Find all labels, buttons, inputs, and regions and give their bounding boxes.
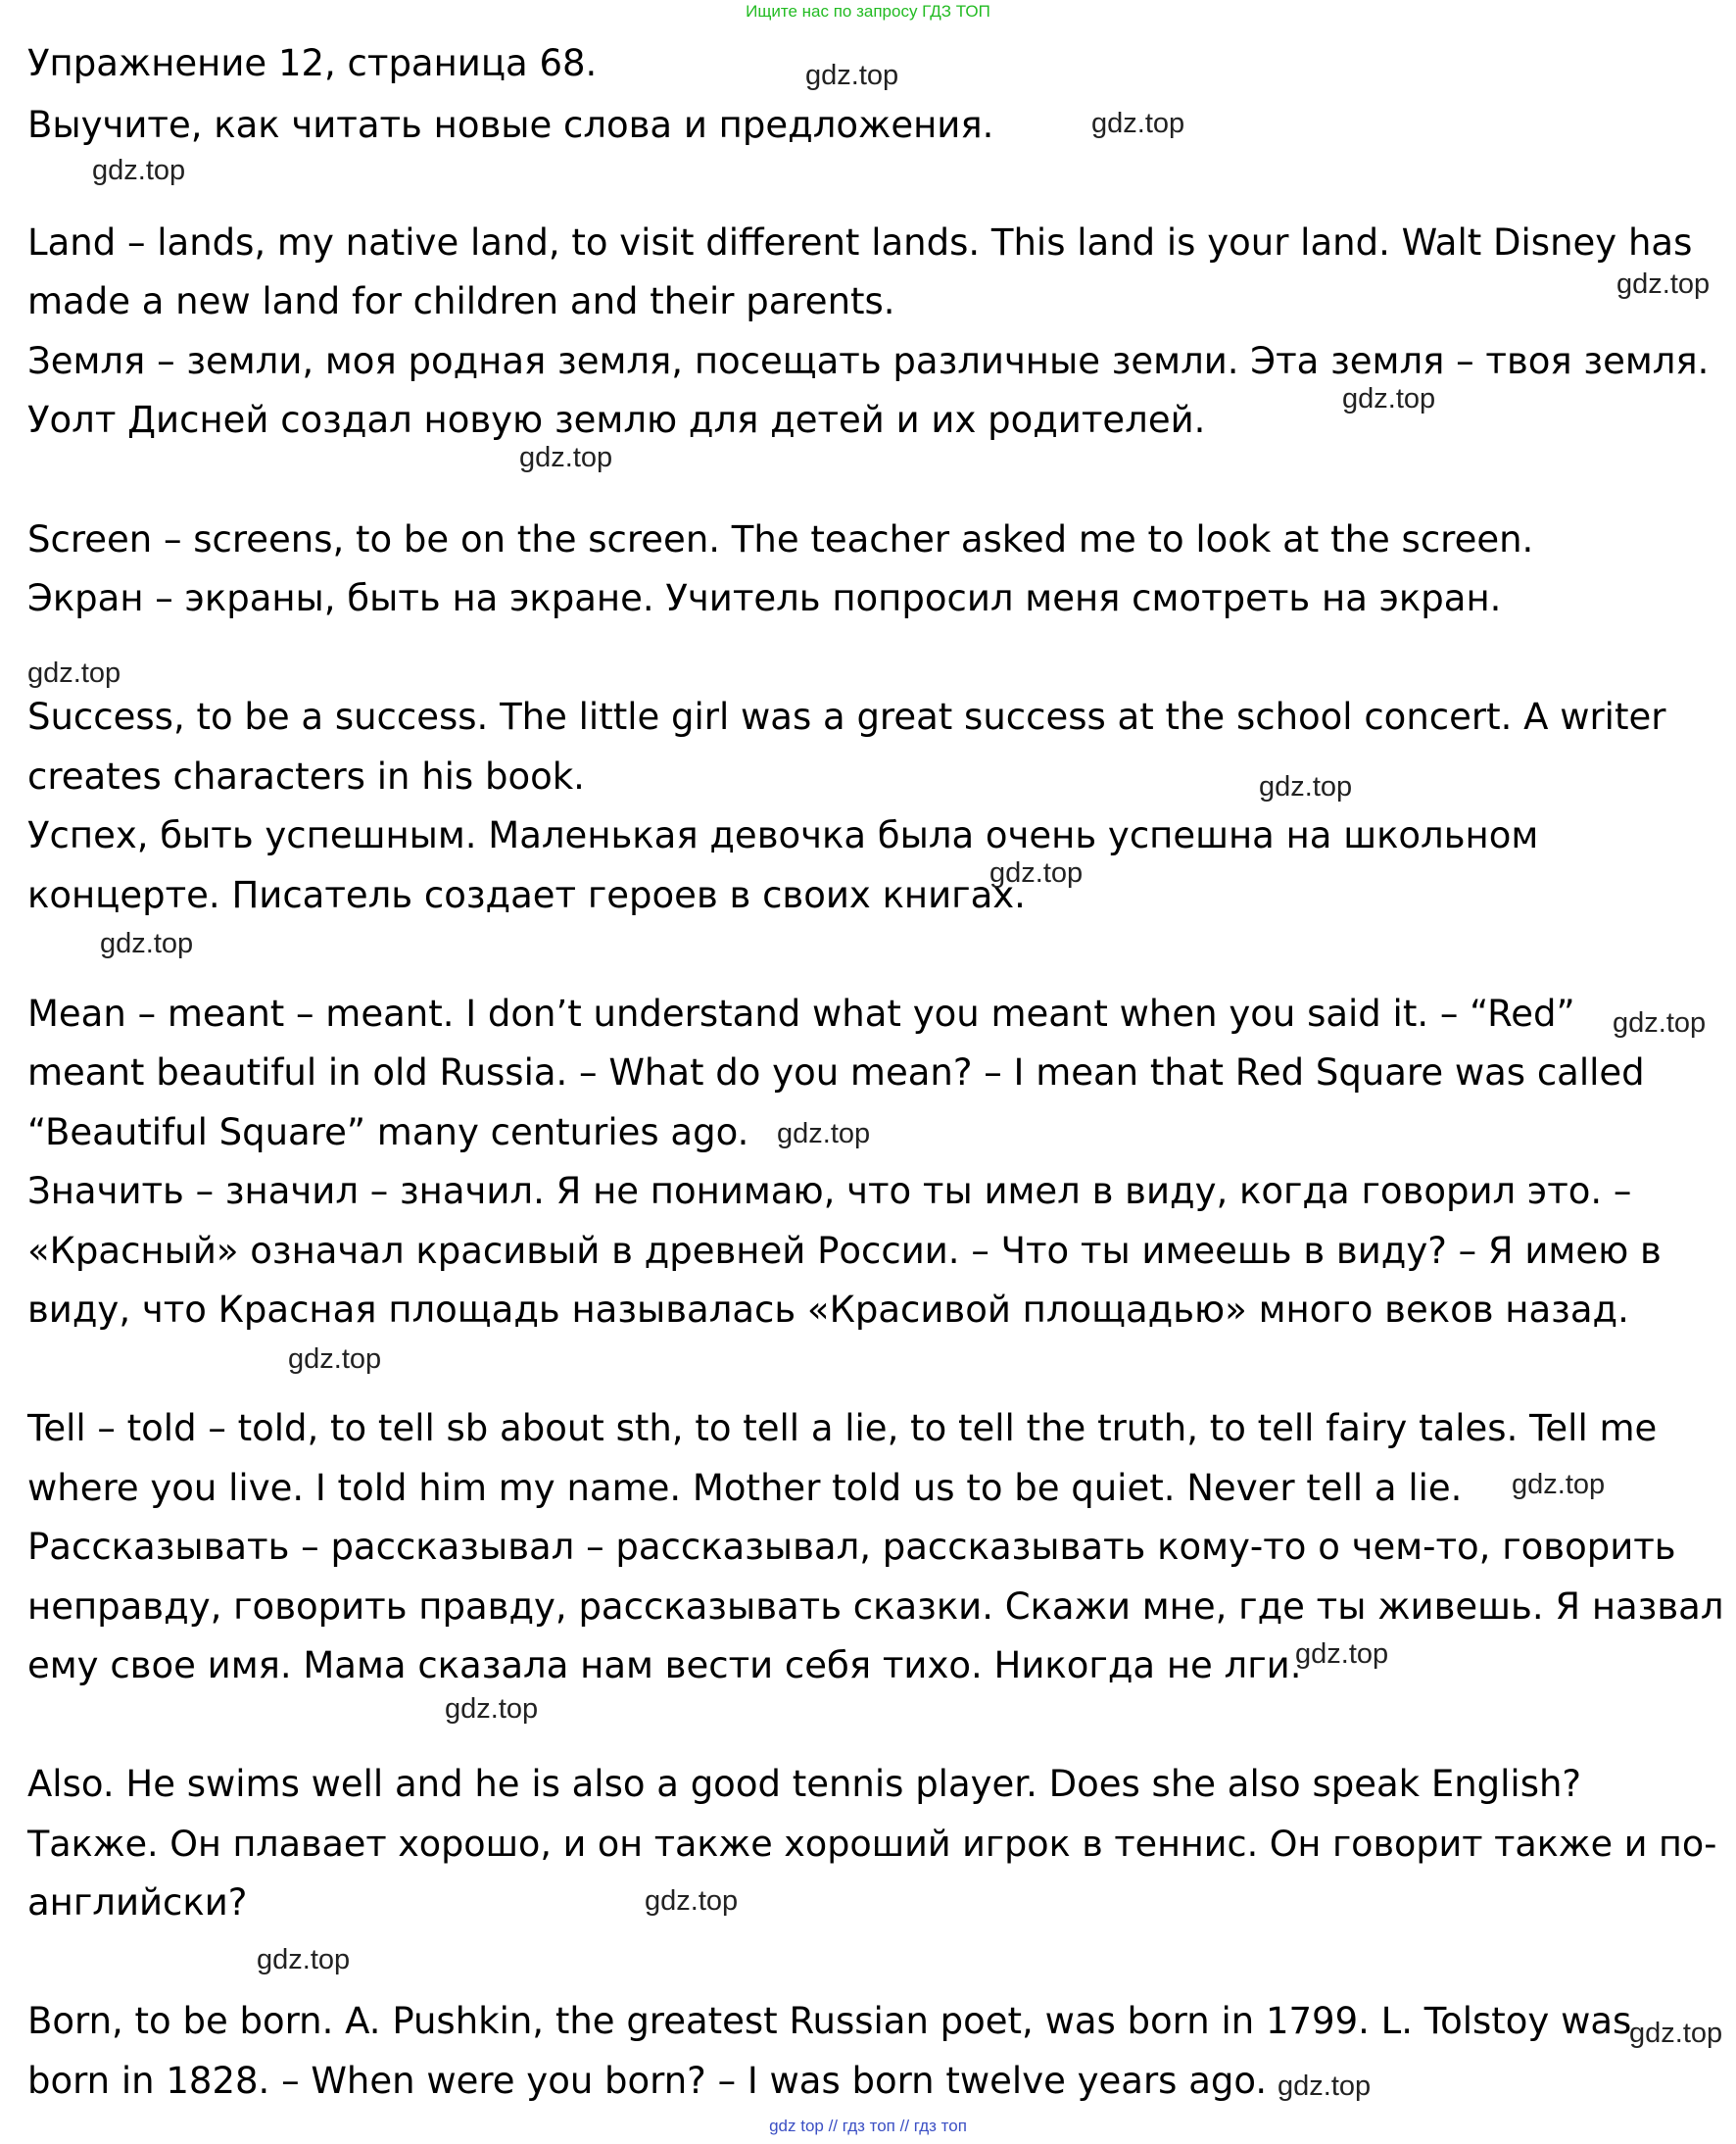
watermark: gdz.top: [1512, 1469, 1606, 1500]
text-line: born in 1828. – When were you born? – I was born twelve years ago.: [27, 2060, 1268, 2102]
text-line: виду, что Красная площадь называлась «Красивой площадью» много веков назад.: [27, 1289, 1629, 1331]
watermark: gdz.top: [519, 442, 613, 473]
watermark: gdz.top: [1295, 1638, 1389, 1670]
text-line: Уолт Дисней создал новую землю для детей и их родителей.: [27, 399, 1206, 441]
watermark: gdz.top: [645, 1885, 739, 1917]
watermark: gdz.top: [1259, 771, 1353, 803]
watermark: gdz.top: [27, 658, 121, 689]
watermark: gdz.top: [445, 1693, 539, 1725]
text-line: Success, to be a success. The little girl was a great success at the school concert. A writer: [27, 696, 1666, 738]
text-line: концерте. Писатель создает героев в своих книгах.: [27, 874, 1026, 916]
text-line: английски?: [27, 1881, 248, 1924]
exercise-title: Упражнение 12, страница 68.: [27, 42, 598, 84]
text-line: Земля – земли, моя родная земля, посещать различные земли. Эта земля – твоя земля.: [27, 340, 1710, 382]
watermark: gdz.top: [805, 60, 899, 91]
watermark: gdz.top: [92, 155, 186, 186]
top-banner: Ищите нас по запросу ГДЗ ТОП: [746, 2, 990, 21]
watermark: gdz.top: [777, 1118, 871, 1149]
text-line: meant beautiful in old Russia. – What do you mean? – I mean that Red Square was called: [27, 1051, 1645, 1094]
text-line: Экран – экраны, быть на экране. Учитель попросил меня смотреть на экран.: [27, 577, 1502, 619]
instruction: Выучите, как читать новые слова и предложения.: [27, 104, 994, 146]
text-line: «Красный» означал красивый в древней России. – Что ты имеешь в виду? – Я имею в: [27, 1230, 1662, 1272]
text-line: Born, to be born. A. Pushkin, the greatest Russian poet, was born in 1799. L. Tolstoy was: [27, 2000, 1632, 2042]
text-line: Tell – told – told, to tell sb about sth, to tell a lie, to tell the truth, to tell fairy tales. Tell me: [27, 1407, 1658, 1449]
watermark: gdz.top: [1342, 383, 1436, 414]
text-line: Значить – значил – значил. Я не понимаю, что ты имел в виду, когда говорил это. –: [27, 1170, 1632, 1212]
text-line: “Beautiful Square” many centuries ago.: [27, 1111, 749, 1153]
text-line: Land – lands, my native land, to visit different lands. This land is your land. Walt Disney has: [27, 221, 1693, 264]
watermark: gdz.top: [100, 928, 194, 959]
watermark: gdz.top: [1629, 2018, 1723, 2049]
watermark: gdz.top: [1278, 2071, 1372, 2102]
watermark: gdz.top: [1613, 1007, 1707, 1039]
watermark: gdz.top: [257, 1944, 351, 1975]
watermark: gdz.top: [288, 1343, 382, 1375]
text-line: Рассказывать – рассказывал – рассказывал, рассказывать кому-то о чем-то, говорить: [27, 1526, 1676, 1568]
text-line: Успех, быть успешным. Маленькая девочка была очень успешна на школьном: [27, 814, 1539, 856]
text-line: Also. He swims well and he is also a good tennis player. Does she also speak English?: [27, 1763, 1582, 1805]
text-line: Screen – screens, to be on the screen. The teacher asked me to look at the screen.: [27, 518, 1534, 560]
text-line: made a new land for children and their parents.: [27, 280, 895, 322]
bottom-banner: gdz top // гдз топ // гдз топ: [769, 2117, 967, 2135]
text-line: Также. Он плавает хорошо, и он также хороший игрок в теннис. Он говорит также и по-: [27, 1823, 1717, 1865]
text-line: ему свое имя. Мама сказала нам вести себя тихо. Никогда не лги.: [27, 1644, 1302, 1686]
text-line: creates characters in his book.: [27, 755, 585, 798]
text-line: неправду, говорить правду, рассказывать сказки. Скажи мне, где ты живешь. Я назвал: [27, 1585, 1724, 1628]
watermark: gdz.top: [1091, 108, 1185, 139]
watermark: gdz.top: [1616, 268, 1711, 300]
text-line: where you live. I told him my name. Mother told us to be quiet. Never tell a lie.: [27, 1467, 1463, 1509]
text-line: Mean – meant – meant. I don’t understand what you meant when you said it. – “Red”: [27, 993, 1575, 1035]
watermark: gdz.top: [989, 857, 1084, 889]
